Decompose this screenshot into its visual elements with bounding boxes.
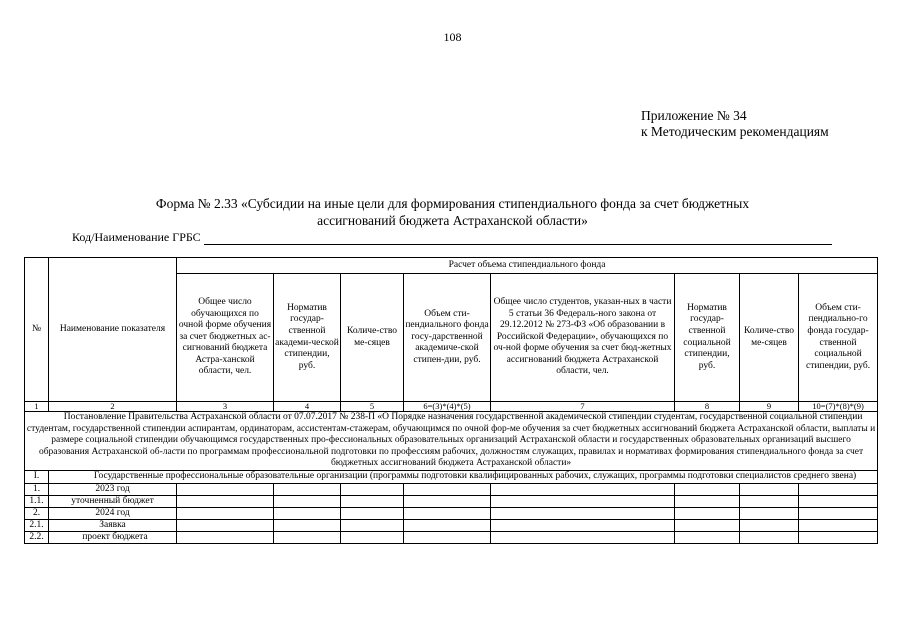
- header-col-5: Количе-ство ме-сяцев: [341, 274, 404, 402]
- header-group: Расчет объема стипендиального фонда: [177, 258, 878, 274]
- row-name: уточненный бюджет: [49, 495, 177, 507]
- data-cell[interactable]: [404, 531, 491, 543]
- data-cell[interactable]: [675, 483, 740, 495]
- row-number: 2.2.: [25, 531, 49, 543]
- grbs-label: Код/Наименование ГРБС: [72, 230, 201, 244]
- data-cell[interactable]: [799, 531, 878, 543]
- data-cell[interactable]: [740, 483, 799, 495]
- data-cell[interactable]: [341, 483, 404, 495]
- section-text: Государственные профессиональные образовательные организации (программы подготовки квалифицированных рабочих, служащих, программы подготовки специалистов среднего звена): [49, 470, 878, 483]
- form-title-line-2: ассигнований бюджета Астраханской области»: [317, 213, 588, 228]
- data-cell[interactable]: [177, 531, 274, 543]
- data-cell[interactable]: [404, 495, 491, 507]
- row-name: Заявка: [49, 519, 177, 531]
- row-number: 2.1.: [25, 519, 49, 531]
- header-col-no: №: [25, 258, 49, 402]
- data-cell[interactable]: [675, 519, 740, 531]
- header-col-4: Норматив государ-ственной академи-ческой стипендии, руб.: [274, 274, 341, 402]
- table-row: [25, 531, 878, 543]
- table-row: [25, 519, 878, 531]
- col-number: 7: [491, 402, 675, 412]
- data-cell[interactable]: [177, 483, 274, 495]
- data-cell[interactable]: [491, 507, 675, 519]
- table-row: [25, 483, 878, 495]
- data-cell[interactable]: [404, 483, 491, 495]
- header-col-name: Наименование показателя: [49, 258, 177, 402]
- data-cell[interactable]: [274, 495, 341, 507]
- row-number: 1.1.: [25, 495, 49, 507]
- decree-text: Постановление Правительства Астраханской области от 07.07.2017 № 238-П «О Порядке назначения государственной академической стипендии студентам, государственной социальной стипендии студентам, государственной стипендии аспирантам, ординаторам, ассистентам-стажерам, обучающимся по очной фор-ме обучения за счет бюджетных ассигнований бюджета Астраханской области, выплаты и размере социальной стипендии обучающимся государственных про-фессиональных образовательных организаций Астраханской области и государственных образовательных организаций высшего образования Астраханской об-ласти по программам профессиональной подготовки по профессиям рабочих, должностям служащих, правилах и нормативах формирования стипендиального фонда за счет бюджетных ассигнований бюджета Астраханской области»: [25, 412, 878, 471]
- data-cell[interactable]: [675, 507, 740, 519]
- data-cell[interactable]: [341, 519, 404, 531]
- data-cell[interactable]: [274, 507, 341, 519]
- col-number: 1: [25, 402, 49, 412]
- data-cell[interactable]: [274, 531, 341, 543]
- appendix-note: [641, 108, 829, 140]
- col-number: 5: [341, 402, 404, 412]
- header-col-3: Общее число обучающихся по очной форме обучения за счет бюджетных ас-сигнований бюджета Астра-ханской области, чел.: [177, 274, 274, 402]
- data-cell[interactable]: [341, 495, 404, 507]
- data-cell[interactable]: [274, 483, 341, 495]
- col-number: 9: [740, 402, 799, 412]
- row-number: 2.: [25, 507, 49, 519]
- data-cell[interactable]: [799, 507, 878, 519]
- appendix-line-2: к Методическим рекомендациям: [641, 124, 829, 139]
- section-row: [25, 470, 878, 483]
- data-cell[interactable]: [491, 519, 675, 531]
- section-number: I.: [25, 470, 49, 483]
- header-col-6: Объем сти-пендиального фонда госу-дарственной академиче-ской стипен-дии, руб.: [404, 274, 491, 402]
- col-number: 4: [274, 402, 341, 412]
- col-number: 8: [675, 402, 740, 412]
- data-cell[interactable]: [404, 519, 491, 531]
- page-number: 108: [443, 30, 462, 44]
- data-cell[interactable]: [491, 483, 675, 495]
- header-col-8: Норматив государ-ственной социальной стипендии, руб.: [675, 274, 740, 402]
- data-cell[interactable]: [491, 495, 675, 507]
- row-name: 2024 год: [49, 507, 177, 519]
- data-cell[interactable]: [177, 507, 274, 519]
- row-name: проект бюджета: [49, 531, 177, 543]
- form-title: [80, 195, 825, 229]
- data-cell[interactable]: [341, 507, 404, 519]
- header-col-7: Общее число студентов, указан-ных в части 5 статьи 36 Федераль-ного закона от 29.12.2012 № 273-ФЗ «Об образовании в Российской Федерации», обучающихся по оч-ной форме обучения за счет бюд-жетных ассигнований бюджета Астраханской области, чел.: [491, 274, 675, 402]
- table-row: [25, 507, 878, 519]
- data-cell[interactable]: [799, 495, 878, 507]
- grbs-fill-line[interactable]: [204, 233, 832, 245]
- data-cell[interactable]: [740, 519, 799, 531]
- data-cell[interactable]: [491, 531, 675, 543]
- col-number: 10=(7)*(8)*(9): [799, 402, 878, 412]
- row-name: 2023 год: [49, 483, 177, 495]
- data-cell[interactable]: [799, 483, 878, 495]
- form-title-line-1: Форма № 2.33 «Субсидии на иные цели для формирования стипендиального фонда за счет бюджетных: [155, 196, 750, 211]
- data-cell[interactable]: [675, 495, 740, 507]
- header-col-9: Количе-ство ме-сяцев: [740, 274, 799, 402]
- stipend-fund-table: [24, 257, 878, 544]
- data-cell[interactable]: [740, 495, 799, 507]
- col-number: 6=(3)*(4)*(5): [404, 402, 491, 412]
- data-cell[interactable]: [177, 495, 274, 507]
- data-cell[interactable]: [799, 519, 878, 531]
- row-number: 1.: [25, 483, 49, 495]
- data-cell[interactable]: [341, 531, 404, 543]
- decree-row: [25, 412, 878, 471]
- data-cell[interactable]: [740, 507, 799, 519]
- appendix-line-1: Приложение № 34: [641, 108, 747, 123]
- data-cell[interactable]: [404, 507, 491, 519]
- table-group-header-row: [25, 258, 878, 274]
- col-number: 2: [49, 402, 177, 412]
- data-cell[interactable]: [675, 531, 740, 543]
- data-cell[interactable]: [740, 531, 799, 543]
- header-col-10: Объем сти-пендиально-го фонда государ-ственной социальной стипендии, руб.: [799, 274, 878, 402]
- grbs-field: [72, 230, 832, 245]
- data-cell[interactable]: [177, 519, 274, 531]
- data-cell[interactable]: [274, 519, 341, 531]
- col-number: 3: [177, 402, 274, 412]
- table-row: [25, 495, 878, 507]
- column-number-row: [25, 402, 878, 412]
